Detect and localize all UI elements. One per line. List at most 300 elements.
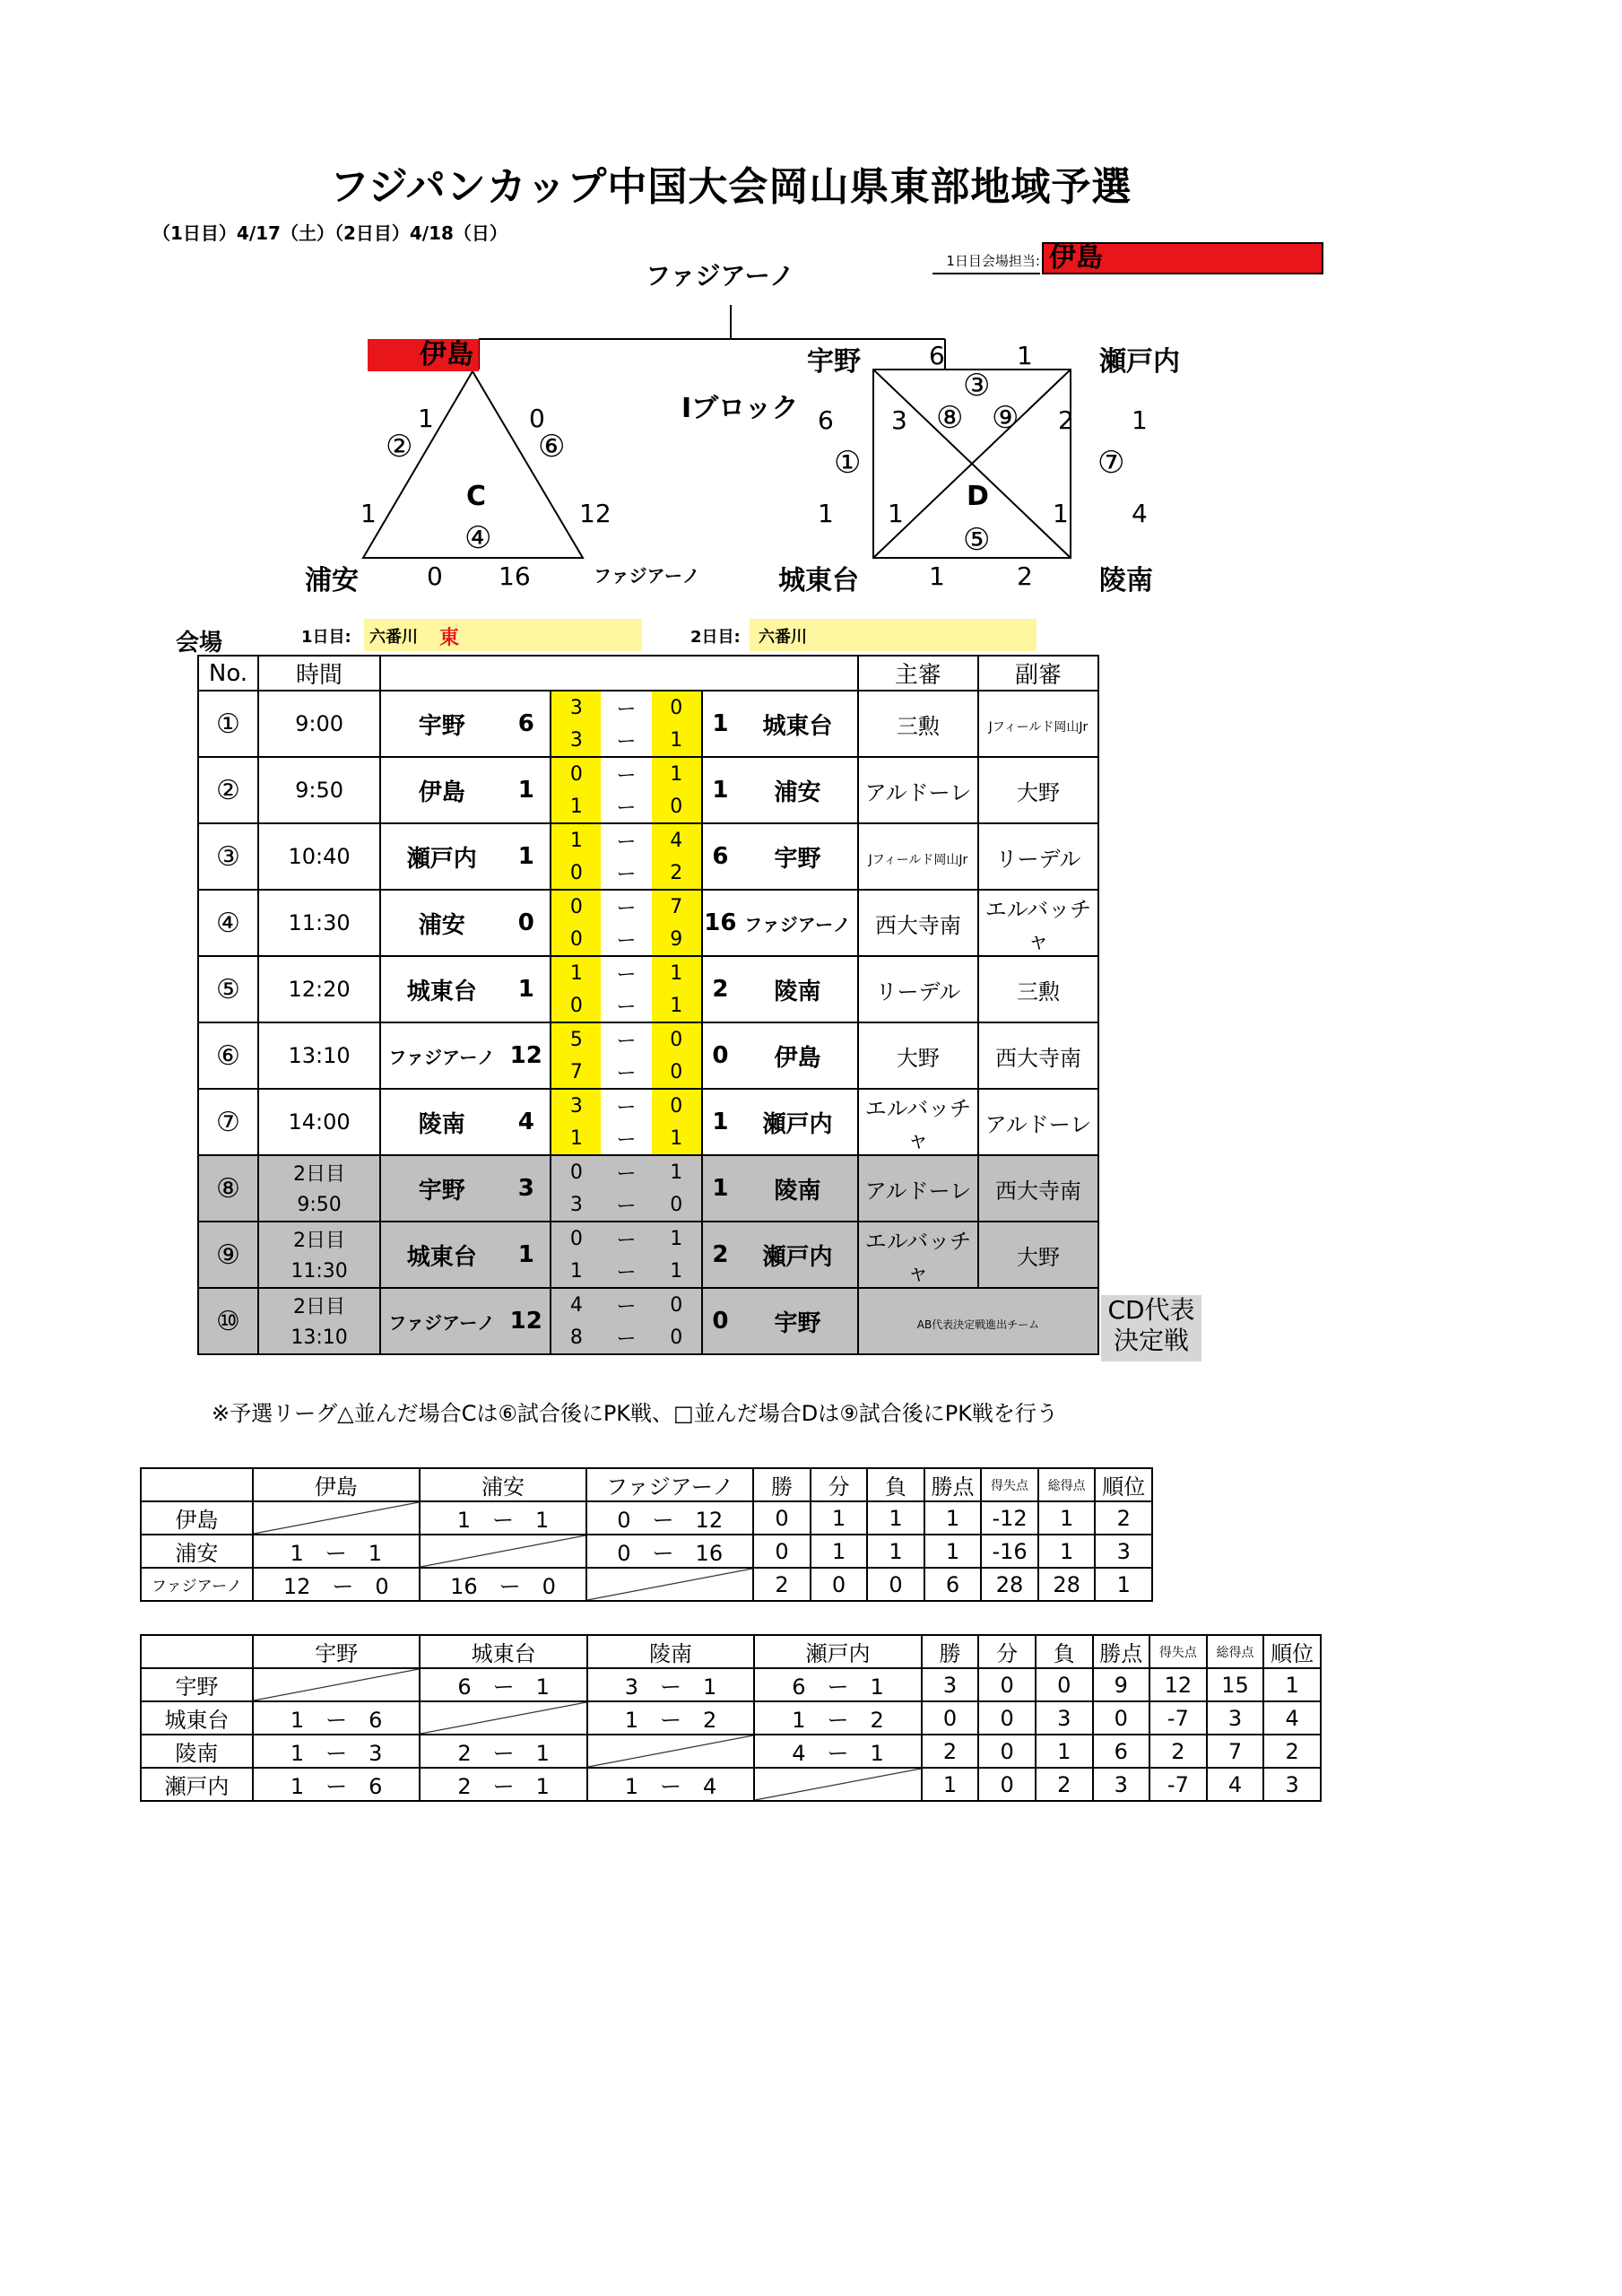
away-score-cell [702, 1222, 738, 1288]
sub-referee-cell [978, 757, 1098, 823]
standings-result: 0 ー 16 [586, 1535, 753, 1568]
referee-cell [858, 1288, 1098, 1354]
match-row [198, 1155, 1098, 1222]
dash: ー [616, 1096, 637, 1119]
home-half2: 7 [569, 1060, 583, 1083]
match-no-label: ⑨ [216, 1239, 240, 1271]
home-score: 3 [517, 1175, 534, 1202]
standings-stat: 2 [1095, 1501, 1152, 1535]
standings-stat: 1 [867, 1535, 924, 1568]
standings-row [141, 1735, 1321, 1768]
away-team: 宇野 [774, 845, 821, 873]
away-team: ファジアーノ [744, 913, 851, 935]
block-d-num: 3 [891, 405, 907, 435]
sub-referee: リーデル [995, 846, 1081, 872]
sub-referee: 西大寺南 [994, 1045, 1081, 1071]
sub-referee: 三勲 [1016, 978, 1060, 1004]
away-score-cell [702, 823, 738, 890]
home-score: 6 [517, 710, 534, 737]
away-team: 宇野 [774, 1309, 821, 1337]
standings-result: 1 ー 2 [754, 1701, 921, 1735]
venue-day1-label: 1日目: [301, 628, 351, 647]
standings-result: 2 ー 1 [420, 1768, 586, 1801]
home-half-cell [551, 691, 601, 757]
venue-host-label: 1日目会場担当: [932, 251, 1040, 274]
match-time: 14:00 [288, 1109, 351, 1135]
away-half2: 0 [670, 1060, 683, 1083]
standings-stat: 1 [1038, 1501, 1096, 1535]
home-score-cell [502, 1089, 551, 1155]
match-row [198, 890, 1098, 956]
dash: ー [616, 730, 637, 753]
match-no [198, 823, 258, 890]
standings-result [587, 1735, 754, 1768]
referee: 三勲 [896, 713, 940, 739]
block-d-br-team: 陵南 [1099, 565, 1153, 596]
block-d-match: ⑦ [1097, 445, 1125, 481]
match-row [198, 691, 1098, 757]
standings-stat: 0 [1093, 1701, 1150, 1735]
home-score-cell [502, 691, 551, 757]
away-score-cell [702, 1155, 738, 1222]
sub-referee: 大野 [1016, 779, 1060, 805]
home-half-cell [551, 823, 601, 890]
away-team-cell [738, 956, 858, 1022]
standings-stat: 0 [978, 1701, 1036, 1735]
standings-corner [141, 1635, 253, 1668]
sub-referee: 大野 [1016, 1244, 1060, 1270]
dash: ー [616, 1295, 637, 1318]
block-c-top-team: 伊島 [368, 339, 479, 371]
referee: リーデル [875, 978, 961, 1004]
home-half2: 1 [569, 1259, 583, 1283]
home-team-cell [380, 823, 502, 890]
match-time-cell [258, 890, 380, 956]
dash: ー [616, 897, 637, 920]
dash: ー [616, 1327, 637, 1351]
away-half1: 7 [670, 895, 683, 918]
standings-result: 12 ー 0 [253, 1568, 420, 1601]
away-half-cell [652, 1155, 702, 1222]
block-d-num: 2 [1058, 405, 1074, 435]
away-team: 瀬戸内 [762, 1110, 833, 1138]
match-time-cell [258, 1022, 380, 1089]
block-c-right-team: ファジアーノ [594, 565, 700, 587]
block-d-match: ① [834, 445, 862, 481]
block-d-bl-team: 城東台 [778, 565, 859, 596]
bracket-top-team: ファジアーノ [646, 261, 795, 291]
away-half1: 0 [670, 696, 683, 719]
block-c-num: 12 [579, 499, 612, 528]
away-half-cell [652, 757, 702, 823]
standings-stat: 4 [1207, 1768, 1264, 1801]
venue-day2-place: 六番川 [759, 628, 807, 647]
standings-stat: -12 [981, 1501, 1038, 1535]
referee: Jフィールド岡山Jr [868, 853, 968, 867]
block-d-num: 1 [929, 561, 945, 591]
standings-col-header: 分 [811, 1468, 867, 1501]
block-d-num: 1 [1132, 405, 1148, 435]
standings-col-header: 陵南 [587, 1635, 754, 1668]
home-half-cell [551, 890, 601, 956]
home-team: 瀬戸内 [406, 845, 477, 873]
referee: アルドーレ [864, 779, 972, 805]
referee-cell [858, 1022, 978, 1089]
block-d-num: 1 [1053, 499, 1069, 528]
venue-host-team: 伊島 [1042, 242, 1323, 274]
standings-row [141, 1535, 1152, 1568]
away-half1: 0 [670, 1094, 683, 1118]
home-score: 0 [517, 909, 534, 936]
match-row [198, 823, 1098, 890]
home-team: 宇野 [418, 712, 465, 740]
page-title: フジパンカップ中国大会岡山県東部地域予選 [329, 164, 1132, 210]
sub-referee: 西大寺南 [994, 1178, 1081, 1204]
block-label: Iブロック [681, 393, 799, 424]
home-team: 浦安 [418, 911, 465, 939]
standings-stat: 3 [1207, 1701, 1264, 1735]
home-half1: 0 [569, 1161, 583, 1184]
away-half1: 1 [670, 961, 683, 985]
home-team-cell [380, 1288, 502, 1354]
away-score-cell [702, 691, 738, 757]
home-half-cell [551, 1222, 601, 1288]
standings-header-row [141, 1635, 1321, 1668]
standings-result: 3 ー 1 [587, 1668, 754, 1701]
referee-cell [858, 1089, 978, 1155]
venue-day1-side: 東 [439, 627, 460, 649]
away-half-cell [652, 691, 702, 757]
home-score-cell [502, 890, 551, 956]
match-day: 2日目 [293, 1229, 346, 1252]
standings-stat: 0 [978, 1735, 1036, 1768]
standings-stat: 3 [922, 1668, 979, 1701]
sub-referee-cell [978, 1022, 1098, 1089]
standings-stat: 0 [811, 1568, 867, 1601]
block-d-match: ③ [963, 368, 991, 404]
standings-result: 1 ー 3 [253, 1735, 420, 1768]
match-time-cell [258, 757, 380, 823]
match-no-label: ④ [216, 907, 240, 939]
home-score-cell [502, 1155, 551, 1222]
away-score-cell [702, 757, 738, 823]
away-half1: 4 [670, 829, 683, 852]
away-half1: 0 [670, 1293, 683, 1317]
dash-cell [601, 1288, 651, 1354]
referee: エルバッチャ [864, 1229, 972, 1285]
block-d-num: 1 [1017, 341, 1033, 370]
cd-final-label [1101, 1295, 1201, 1361]
away-score: 2 [712, 976, 729, 1003]
home-half1: 1 [569, 961, 583, 985]
block-d-tl-team: 宇野 [807, 346, 861, 378]
home-half1: 1 [569, 829, 583, 852]
referee-cell [858, 823, 978, 890]
standings-c-table [140, 1467, 1153, 1602]
referee-cell [858, 691, 978, 757]
dash-cell [601, 1222, 651, 1288]
block-c-letter: C [466, 481, 487, 512]
dash: ー [616, 796, 637, 820]
dash-cell [601, 1022, 651, 1089]
match-row [198, 1089, 1098, 1155]
dash: ー [616, 963, 637, 987]
home-team-cell [380, 691, 502, 757]
away-team: 城東台 [762, 712, 833, 740]
home-score: 12 [509, 1308, 542, 1335]
block-c-num: 1 [418, 404, 434, 433]
match-no [198, 1222, 258, 1288]
standings-team: 宇野 [141, 1668, 253, 1701]
standings-header-row [141, 1468, 1152, 1501]
standings-team: 浦安 [141, 1535, 253, 1568]
away-half-cell [652, 1222, 702, 1288]
sub-referee-cell [978, 1222, 1098, 1288]
sub-referee-cell [978, 823, 1098, 890]
standings-d-table [140, 1634, 1322, 1802]
block-c-match: ④ [464, 520, 492, 556]
block-d-tr-team: 瀬戸内 [1099, 346, 1180, 378]
standings-stat: 15 [1207, 1668, 1264, 1701]
block-c-num: 1 [360, 499, 377, 528]
standings-result [420, 1701, 586, 1735]
away-score: 1 [712, 710, 729, 737]
home-team-cell [380, 757, 502, 823]
block-d-num: 1 [888, 499, 904, 528]
standings-stat: 2 [1263, 1735, 1321, 1768]
standings-stat: 2 [922, 1735, 979, 1768]
standings-stat: -7 [1149, 1701, 1207, 1735]
away-score-cell [702, 956, 738, 1022]
away-score-cell [702, 1288, 738, 1354]
match-no [198, 1089, 258, 1155]
match-row [198, 757, 1098, 823]
venue-label: 会場 [176, 630, 223, 657]
away-team-cell [738, 1222, 858, 1288]
match-no [198, 1288, 258, 1354]
referee-cell [858, 890, 978, 956]
standings-stat: 1 [867, 1501, 924, 1535]
match-time: 13:10 [291, 1326, 348, 1349]
away-team: 浦安 [774, 778, 821, 806]
standings-col-header: 分 [978, 1635, 1036, 1668]
match-time-cell [258, 1288, 380, 1354]
standings-col-header: 浦安 [420, 1468, 586, 1501]
standings-stat: 3 [1263, 1768, 1321, 1801]
away-team-cell [738, 757, 858, 823]
dash-cell [601, 890, 651, 956]
home-half2: 0 [569, 994, 583, 1017]
standings-row [141, 1668, 1321, 1701]
home-team-cell [380, 1222, 502, 1288]
home-half2: 8 [569, 1326, 583, 1349]
match-day: 2日目 [293, 1162, 346, 1186]
away-team-cell [738, 1288, 858, 1354]
standings-result [420, 1535, 586, 1568]
dash: ー [616, 1062, 637, 1085]
match-no [198, 890, 258, 956]
home-half2: 1 [569, 795, 583, 818]
standings-col-header: 負 [867, 1468, 924, 1501]
standings-col-header: 得失点 [1149, 1635, 1207, 1668]
standings-col-header: 勝点 [1093, 1635, 1150, 1668]
standings-stat: 2 [1036, 1768, 1093, 1801]
home-score: 1 [517, 1241, 534, 1268]
match-no [198, 956, 258, 1022]
rules-note: ※予選リーグ△並んだ場合Cは⑥試合後にPK戦、□並んだ場合Dは⑨試合後にPK戦を行う [212, 1401, 1058, 1426]
home-half-cell [551, 1022, 601, 1089]
match-no [198, 1155, 258, 1222]
event-dates: （1日目）4/17（土）（2日目）4/18（日） [152, 222, 507, 244]
match-time: 12:20 [288, 977, 351, 1002]
block-c-num: 0 [427, 561, 443, 591]
away-score-cell [702, 1089, 738, 1155]
match-no-label: ⑤ [216, 973, 240, 1005]
away-half2: 1 [670, 994, 683, 1017]
dash: ー [616, 1128, 637, 1152]
block-d-num: 4 [1132, 499, 1148, 528]
standings-stat: 1 [1036, 1735, 1093, 1768]
home-team-cell [380, 956, 502, 1022]
home-half1: 0 [569, 895, 583, 918]
standings-stat: 4 [1263, 1701, 1321, 1735]
sub-referee-cell [978, 890, 1098, 956]
away-half2: 0 [670, 1193, 683, 1216]
standings-col-header: 瀬戸内 [754, 1635, 921, 1668]
match-no-label: ⑦ [216, 1106, 240, 1138]
standings-stat: 0 [753, 1501, 810, 1535]
match-row [198, 1022, 1098, 1089]
dash-cell [601, 691, 651, 757]
standings-team: 城東台 [141, 1701, 253, 1735]
dash-cell [601, 1155, 651, 1222]
away-score: 2 [712, 1241, 729, 1268]
home-score-cell [502, 823, 551, 890]
standings-stat: 1 [924, 1535, 981, 1568]
home-score: 4 [517, 1109, 534, 1135]
dash-cell [601, 956, 651, 1022]
dash-cell [601, 823, 651, 890]
referee: アルドーレ [864, 1178, 972, 1204]
standings-result [754, 1768, 921, 1801]
standings-stat: -7 [1149, 1768, 1207, 1801]
away-score: 0 [712, 1042, 729, 1069]
home-half1: 5 [569, 1028, 583, 1051]
match-time: 9:50 [297, 1193, 342, 1216]
standings-result: 6 ー 1 [754, 1668, 921, 1701]
away-team-cell [738, 691, 858, 757]
cd-final-line2: 決定戦 [1113, 1326, 1189, 1355]
away-team: 瀬戸内 [762, 1243, 833, 1271]
match-row [198, 956, 1098, 1022]
standings-stat: 12 [1149, 1668, 1207, 1701]
standings-col-header: 勝 [922, 1635, 979, 1668]
standings-stat: 0 [753, 1535, 810, 1568]
away-half2: 2 [670, 861, 683, 884]
match-time: 9:50 [295, 778, 343, 803]
home-score: 12 [509, 1042, 542, 1069]
home-team-cell [380, 890, 502, 956]
header-sub: 副審 [978, 656, 1098, 691]
dash: ー [616, 698, 637, 721]
away-half2: 9 [670, 927, 683, 951]
sub-referee-cell [978, 1155, 1098, 1222]
dash: ー [616, 1162, 637, 1186]
standings-col-header: 宇野 [253, 1635, 420, 1668]
standings-row [141, 1701, 1321, 1735]
standings-stat: 1 [922, 1768, 979, 1801]
match-schedule-table [197, 655, 1099, 1355]
referee: 西大寺南 [874, 912, 961, 938]
block-d-match: ⑨ [992, 400, 1019, 436]
referee: エルバッチャ [864, 1096, 972, 1152]
match-time-cell [258, 691, 380, 757]
match-day: 2日目 [293, 1295, 346, 1318]
standings-team: 瀬戸内 [141, 1768, 253, 1801]
block-c-match: ⑥ [538, 429, 566, 465]
header-time: 時間 [258, 656, 380, 691]
block-c-num: 16 [499, 561, 531, 591]
home-team: ファジアーノ [388, 1046, 495, 1068]
sub-referee-cell [978, 1089, 1098, 1155]
away-half-cell [652, 890, 702, 956]
standings-col-header: 城東台 [420, 1635, 586, 1668]
away-team-cell [738, 1155, 858, 1222]
header-match [380, 656, 858, 691]
cd-final-line1: CD代表 [1107, 1295, 1195, 1325]
standings-result [253, 1668, 420, 1701]
match-no [198, 691, 258, 757]
header-ref: 主審 [858, 656, 978, 691]
header-no: No. [198, 656, 258, 691]
standings-stat: 2 [1149, 1735, 1207, 1768]
block-d-letter: D [967, 481, 989, 512]
home-score-cell [502, 1288, 551, 1354]
standings-row [141, 1768, 1321, 1801]
match-time-cell [258, 1222, 380, 1288]
block-d-num: 1 [818, 499, 834, 528]
standings-row [141, 1568, 1152, 1601]
standings-result: 6 ー 1 [420, 1668, 586, 1701]
sub-referee: エルバッチャ [984, 897, 1092, 953]
standings-stat: 1 [1095, 1568, 1152, 1601]
standings-stat: 1 [1263, 1668, 1321, 1701]
match-row [198, 1222, 1098, 1288]
home-half-cell [551, 757, 601, 823]
dash: ー [616, 1030, 637, 1053]
standings-result [586, 1568, 753, 1601]
home-team-cell [380, 1089, 502, 1155]
dash: ー [616, 831, 637, 854]
away-half2: 0 [670, 795, 683, 818]
venue-day1-place: 六番川 [369, 628, 418, 647]
sub-referee-cell [978, 691, 1098, 757]
home-half2: 3 [569, 728, 583, 752]
away-half1: 1 [670, 1227, 683, 1250]
match-no-label: ⑩ [216, 1305, 240, 1337]
standings-stat: 3 [1093, 1768, 1150, 1801]
home-half-cell [551, 1155, 601, 1222]
home-score: 1 [517, 777, 534, 804]
standings-result [253, 1501, 420, 1535]
standings-result: 1 ー 1 [420, 1501, 586, 1535]
home-score-cell [502, 757, 551, 823]
dash-cell [601, 1089, 651, 1155]
home-half2: 0 [569, 861, 583, 884]
match-no [198, 757, 258, 823]
sub-referee: Jフィールド岡山Jr [988, 720, 1089, 735]
standings-team: 陵南 [141, 1735, 253, 1768]
